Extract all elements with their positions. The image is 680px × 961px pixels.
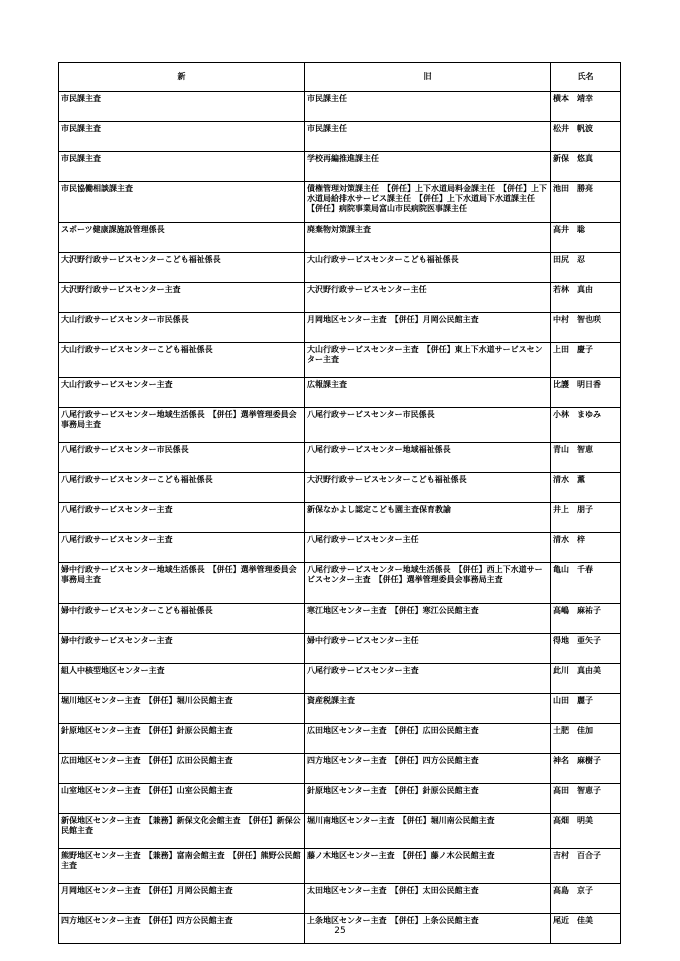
cell-new: 八尾行政サービスセンターこども福祉係長 [59,473,305,503]
cell-old: 学校再編推進課主任 [305,152,551,182]
cell-old: 新保なかよし認定こども園主査保育教諭 [305,503,551,533]
cell-name: 新保 悠真 [551,152,621,182]
cell-new: 新保地区センター主査 【兼務】新保文化会館主査 【併任】新保公民館主査 [59,814,305,849]
cell-name: 高島 京子 [551,884,621,914]
table-row [59,849,621,884]
cell-old: 針原地区センター主査 【併任】針原公民館主査 [305,784,551,814]
cell-name: 小林 まゆみ [551,408,621,443]
cell-old: 市民課主任 [305,92,551,122]
cell-new: 熊野地区センター主査 【兼務】富南会館主査 【併任】熊野公民館主査 [59,849,305,884]
cell-new: 婦中行政サービスセンター地域生活係長 【併任】選挙管理委員会事務局主査 [59,563,305,604]
table-row [59,283,621,313]
cell-new: 市民課主査 [59,152,305,182]
cell-old: 大沢野行政サービスセンター主任 [305,283,551,313]
cell-old: 債権管理対策課主任 【併任】上下水道局料金課主任 【併任】上下水道局給排水サービス課主任 【併任】上下水道局下水道課主任 【併任】病院事業局富山市民病院医事課主任 [305,182,551,223]
cell-old: 藤ノ木地区センター主査 【併任】藤ノ木公民館主査 [305,849,551,884]
table-row [59,533,621,563]
table-row [59,378,621,408]
cell-new: 広田地区センター主査 【併任】広田公民館主査 [59,754,305,784]
cell-name: 高井 聡 [551,223,621,253]
cell-name: 清水 薫 [551,473,621,503]
cell-name: 中村 智也咲 [551,313,621,343]
table-row [59,634,621,664]
cell-new: 大沢野行政サービスセンター主査 [59,283,305,313]
table-row [59,563,621,604]
cell-new: 大山行政サービスセンター主査 [59,378,305,408]
cell-new: 市民課主査 [59,122,305,152]
table-row [59,223,621,253]
table-header-row [59,63,621,92]
cell-old: 大山行政サービスセンターこども福祉係長 [305,253,551,283]
personnel-table [58,62,621,944]
cell-name: 池田 勝亮 [551,182,621,223]
cell-name: 井上 朋子 [551,503,621,533]
cell-new: 婦中行政サービスセンター主査 [59,634,305,664]
cell-old: 四方地区センター主査 【併任】四方公民館主査 [305,754,551,784]
cell-new: スポーツ健康課施設管理係長 [59,223,305,253]
cell-new: 八尾行政サービスセンター主査 [59,533,305,563]
cell-name: 吉村 百合子 [551,849,621,884]
cell-old: 八尾行政サービスセンター主査 [305,664,551,694]
cell-old: 大沢野行政サービスセンターこども福祉係長 [305,473,551,503]
cell-name: 青山 智恵 [551,443,621,473]
cell-new: 四方地区センター主査 【併任】四方公民館主査 [59,914,305,944]
cell-new: 八尾行政サービスセンター地域生活係長 【併任】選挙管理委員会事務局主査 [59,408,305,443]
cell-old: 上条地区センター主査 【併任】上条公民館主査 [305,914,551,944]
cell-old: 八尾行政サービスセンター地域生活係長 【併任】西上下水道サービスセンター主査 【併任】選挙管理委員会事務局主査 [305,563,551,604]
cell-name: 尾近 佳美 [551,914,621,944]
cell-old: 廃棄物対策課主査 [305,223,551,253]
table-row [59,814,621,849]
table-row [59,503,621,533]
page-number: 25 [334,926,346,936]
table-row [59,664,621,694]
table-row [59,443,621,473]
cell-new: 婦中行政サービスセンターこども福祉係長 [59,604,305,634]
cell-new: 八尾行政サービスセンター主査 [59,503,305,533]
cell-old: 月岡地区センター主査 【併任】月岡公民館主査 [305,313,551,343]
cell-name: 得地 亜矢子 [551,634,621,664]
cell-new: 市民協働相談課主査 [59,182,305,223]
table-body [59,92,621,944]
table-row [59,784,621,814]
cell-old: 広田地区センター主査 【併任】広田公民館主査 [305,724,551,754]
table-row [59,182,621,223]
cell-name: 横本 靖幸 [551,92,621,122]
cell-name: 山田 麗子 [551,694,621,724]
cell-name: 神名 麻樹子 [551,754,621,784]
cell-old: 八尾行政サービスセンター市民係長 [305,408,551,443]
table-row [59,253,621,283]
table-row [59,724,621,754]
table-row [59,754,621,784]
cell-new: 針原地区センター主査 【併任】針原公民館主査 [59,724,305,754]
cell-name: 田尻 忍 [551,253,621,283]
cell-old: 堀川南地区センター主査 【併任】堀川南公民館主査 [305,814,551,849]
cell-name: 亀山 千春 [551,563,621,604]
cell-old: 広報課主査 [305,378,551,408]
cell-new: 山室地区センター主査 【併任】山室公民館主査 [59,784,305,814]
cell-old: 八尾行政サービスセンター主任 [305,533,551,563]
table-row [59,152,621,182]
cell-old: 市民課主任 [305,122,551,152]
cell-old: 大山行政サービスセンター主査 【併任】東上下水道サービスセンター主査 [305,343,551,378]
cell-old: 婦中行政サービスセンター主任 [305,634,551,664]
cell-new: 組人中核型地区センター主査 [59,664,305,694]
cell-old: 資産税課主査 [305,694,551,724]
cell-name: 此川 真由美 [551,664,621,694]
table-row [59,313,621,343]
cell-new: 八尾行政サービスセンター市民係長 [59,443,305,473]
cell-name: 高田 智恵子 [551,784,621,814]
table-row [59,604,621,634]
table-row [59,408,621,443]
header-old: 旧 [305,63,551,92]
cell-new: 月岡地区センター主査 【併任】月岡公民館主査 [59,884,305,914]
cell-name: 土肥 佳加 [551,724,621,754]
header-new: 新 [59,63,305,92]
header-name: 氏名 [551,63,621,92]
cell-name: 清水 梓 [551,533,621,563]
cell-old: 八尾行政サービスセンター地域福祉係長 [305,443,551,473]
table-row [59,122,621,152]
table-row [59,884,621,914]
cell-new: 大山行政サービスセンター市民係長 [59,313,305,343]
cell-old: 太田地区センター主査 【併任】太田公民館主査 [305,884,551,914]
table-row [59,694,621,724]
table-row [59,92,621,122]
cell-name: 松井 帆波 [551,122,621,152]
table-row [59,343,621,378]
cell-name: 若林 真由 [551,283,621,313]
cell-new: 大山行政サービスセンターこども福祉係長 [59,343,305,378]
cell-name: 高畑 明美 [551,814,621,849]
cell-old: 寒江地区センター主査 【併任】寒江公民館主査 [305,604,551,634]
cell-new: 大沢野行政サービスセンターこども福祉係長 [59,253,305,283]
cell-name: 高嶋 麻祐子 [551,604,621,634]
cell-new: 市民課主査 [59,92,305,122]
cell-new: 堀川地区センター主査 【併任】堀川公民館主査 [59,694,305,724]
cell-name: 比護 明日香 [551,378,621,408]
cell-name: 上田 慶子 [551,343,621,378]
table-row [59,473,621,503]
